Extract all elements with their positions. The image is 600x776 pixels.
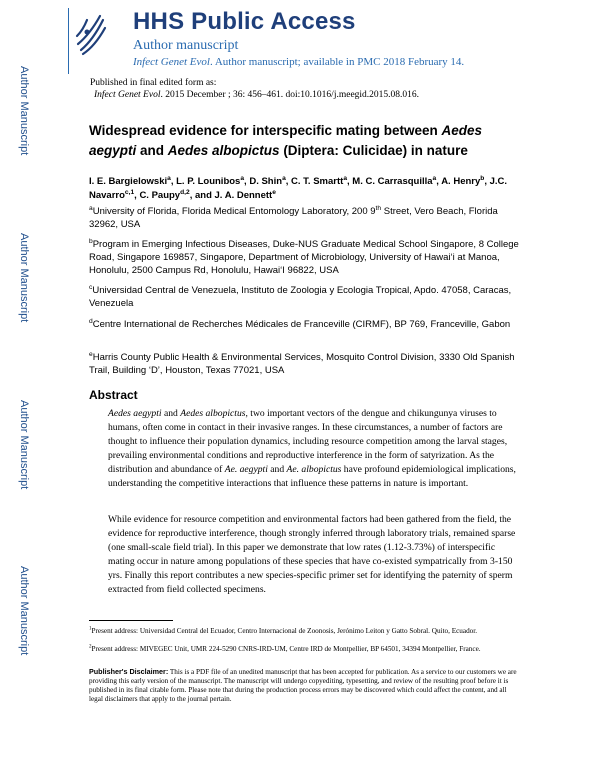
author-separator: , xyxy=(484,176,490,187)
disclaimer-label: Publisher's Disclaimer: xyxy=(89,667,169,676)
footnote-marker: 1 xyxy=(89,626,92,632)
author-name: L. P. Lounibos xyxy=(176,176,241,187)
author-affiliation-marker: a xyxy=(343,174,348,182)
footnote xyxy=(89,627,521,636)
affiliation-text: Centre International de Recherches Médicales de Franceville (CIRMF), BP 769, Franceville, Gabon xyxy=(92,319,511,330)
affiliation-text: Program in Emerging Infectious Diseases, Duke-NUS Graduate Medical School Singapore, 8 College Road, Singapore 169857, Singapore, Department of Microbiology, University of Hawai‘i at Manoa, Honolulu, 2500 Campus Rd, Honolulu, Hawai‘I 96822, USA xyxy=(89,239,519,276)
affiliation-marker: d xyxy=(89,317,93,325)
side-label-author-manuscript: Author Manuscript xyxy=(18,233,30,323)
affiliation-text-sup: th xyxy=(375,204,382,212)
title-species: Aedes aegypti xyxy=(89,123,483,158)
species-name: Aedes albopictus xyxy=(180,408,246,419)
abstract-text: have profound epidemiological implications, understanding the competitive interactions that influence these patterns in nature is important. xyxy=(108,464,516,489)
journal-name: Infect Genet Evol xyxy=(133,56,210,68)
author-name: M. C. Carrasquilla xyxy=(352,176,433,187)
availability-line xyxy=(133,56,464,68)
affiliation-text: Street, Vero Beach, Florida 32962, USA xyxy=(89,206,498,230)
hhs-eagle-logo-icon xyxy=(73,10,107,58)
title-part: Widespread evidence for interspecific mating between xyxy=(89,123,442,138)
author-name: D. Shin xyxy=(249,176,283,187)
side-label-author-manuscript: Author Manuscript xyxy=(18,66,30,156)
title-species: Aedes albopictus xyxy=(167,143,280,158)
affiliation xyxy=(89,238,519,277)
disclaimer-text: This is a PDF file of an unedited manuscript that has been accepted for publication. As a service to our customers we are providing this early version of the manuscript. The manuscript will undergo copyediting, typesetting, and review of the resulting proof before it is published in its final citable form. Please note that during the production process errors may be discovered which could affect the content, and all legal disclaimers that apply to the journal pertain. xyxy=(89,668,517,703)
author-manuscript-label: Author manuscript xyxy=(133,38,239,53)
author-affiliation-marker: a xyxy=(240,174,245,182)
author-name: A. Henry xyxy=(441,176,481,187)
affiliation-text: Universidad Central de Venezuela, Instituto de Zoologia y Ecologia Tropical, Apdo. 47058, Caracas, Venezuela xyxy=(89,285,512,309)
affiliation-marker: e xyxy=(89,350,93,358)
author-separator: , xyxy=(436,176,442,187)
footnote-rule xyxy=(89,620,173,621)
footnote-marker: 2 xyxy=(89,644,92,650)
citation-journal: Infect Genet Evol xyxy=(94,90,161,100)
species-name: Ae. aegypti xyxy=(224,464,268,475)
affiliation-text: Harris County Public Health & Environmental Services, Mosquito Control Division, 3330 Old Spanish Trail, Building ‘D’, Houston, Texas 77021, USA xyxy=(89,352,515,376)
publisher-disclaimer xyxy=(89,667,521,704)
footnote-text: Present address: MIVEGEC Unit, UMR 224-5290 CNRS-IRD-UM, Centre IRD de Montpellier, BP 64501, 34394 Montpellier, France. xyxy=(91,645,481,653)
hhs-title: HHS Public Access xyxy=(133,8,356,35)
author-affiliation-marker: b xyxy=(480,174,485,182)
abstract-paragraph-1 xyxy=(108,407,516,491)
affiliation xyxy=(89,318,519,331)
author-affiliation-marker: a xyxy=(282,174,286,182)
side-label-author-manuscript: Author Manuscript xyxy=(18,400,30,490)
published-label: Published in final edited form as: xyxy=(90,78,217,88)
author-separator: , xyxy=(170,176,177,187)
abstract-heading: Abstract xyxy=(89,388,138,402)
footnote xyxy=(89,645,521,654)
affiliation-marker: c xyxy=(89,283,93,291)
author-separator: , xyxy=(134,190,140,201)
author-affiliation-marker: e xyxy=(272,188,276,196)
footnote-text: Present address: Universidad Central del Ecuador, Centro Internacional de Zoonosis, Jerónimo Leiton y Gatto Sobral. Quito, Ecuador. xyxy=(91,627,478,635)
affiliation xyxy=(89,351,519,377)
author-affiliation-marker: c,1 xyxy=(124,188,135,196)
citation-details: . 2015 December ; 36: 456–461. doi:10.1016/j.meegid.2015.08.016. xyxy=(160,90,420,100)
publication-info xyxy=(90,77,419,101)
author-name: C. T. Smartt xyxy=(291,176,344,187)
availability-text: . Author manuscript; available in PMC 2018 February 14. xyxy=(209,56,465,68)
author-name: C. Paupy xyxy=(139,190,181,201)
title-part: and xyxy=(136,143,168,158)
author-separator: , xyxy=(189,190,195,201)
article-title xyxy=(89,121,519,161)
species-name: Aedes aegypti xyxy=(108,408,162,419)
author-name: J. A. Dennett xyxy=(214,190,273,201)
abstract-text: , two important vectors of the dengue and chikungunya viruses to humans, often come in contact in their invasive ranges. In these circumstances, a number of factors are thought to influence their population dynamics, including resource competition among the larval stages, prevailing environmental conditions and reproductive interference in the form of satyrization. As the distribution and abundance of xyxy=(108,408,508,475)
abstract-paragraph-2: While evidence for resource competition and environmental factors had been gathered from the field, the evidence for reproductive interference, though strongly inferred through laboratory trials, remained sparse (one small-scale field trial). In this paper we demonstrate that low rates (1.12-3.73%) of interspecific mating occur in nature among populations of these species that have co-existed sympatrically from 3-150 yrs. Finally this report contributes a new species-specific primer set for identifying the paternity of sperm extracted from field collected specimens. xyxy=(108,514,516,595)
affiliation xyxy=(89,284,519,310)
citation xyxy=(90,89,419,101)
author-affiliation-marker: a xyxy=(432,174,437,182)
author-list xyxy=(89,175,519,203)
affiliation-marker: b xyxy=(89,237,93,245)
side-label-author-manuscript: Author Manuscript xyxy=(18,566,30,656)
sidebar xyxy=(0,0,38,776)
author-name: I. E. Bargielowski xyxy=(89,176,168,187)
abstract-text: and xyxy=(267,464,287,475)
author-name: J.C. Navarro xyxy=(89,176,508,201)
affiliation-text: University of Florida, Florida Medical Entomology Laboratory, 200 9 xyxy=(92,206,376,217)
header-divider xyxy=(68,8,69,74)
species-name: Ae. albopictus xyxy=(286,464,342,475)
affiliation xyxy=(89,205,519,231)
author-and: and xyxy=(194,190,215,201)
author-separator: , xyxy=(347,176,353,187)
author-affiliation-marker: d,2 xyxy=(180,188,190,196)
abstract-text: and xyxy=(161,408,181,419)
author-separator: , xyxy=(244,176,250,187)
title-part: (Diptera: Culicidae) in nature xyxy=(279,143,468,158)
author-affiliation-marker: a xyxy=(167,174,171,182)
author-separator: , xyxy=(285,176,292,187)
affiliation-marker: a xyxy=(89,204,93,212)
